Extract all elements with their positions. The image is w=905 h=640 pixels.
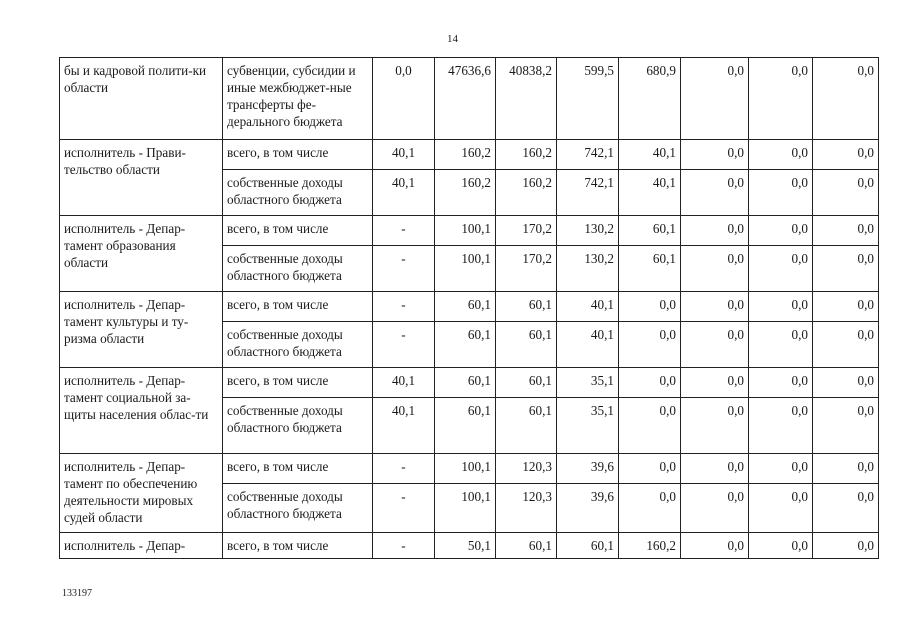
value-cell: 0,0	[749, 454, 813, 484]
value-cell: 40,1	[373, 140, 435, 170]
value-cell: 0,0	[813, 140, 879, 170]
value-cell: 0,0	[813, 454, 879, 484]
value-cell: 0,0	[749, 140, 813, 170]
value-cell: 0,0	[681, 484, 749, 533]
value-cell: 742,1	[557, 170, 619, 216]
value-cell: 0,0	[749, 58, 813, 140]
value-cell: 0,0	[681, 322, 749, 368]
value-cell: 599,5	[557, 58, 619, 140]
value-cell: 35,1	[557, 368, 619, 398]
funding-source-cell: собственные доходы областного бюджета	[223, 322, 373, 368]
value-cell: 170,2	[496, 246, 557, 292]
value-cell: 0,0	[749, 292, 813, 322]
value-cell: 0,0	[749, 533, 813, 559]
value-cell: 40,1	[373, 170, 435, 216]
value-cell: 0,0	[619, 368, 681, 398]
value-cell: 160,2	[619, 533, 681, 559]
value-cell: -	[373, 246, 435, 292]
value-cell: 0,0	[749, 216, 813, 246]
value-cell: 0,0	[749, 322, 813, 368]
value-cell: 120,3	[496, 454, 557, 484]
value-cell: 0,0	[373, 58, 435, 140]
value-cell: 0,0	[681, 58, 749, 140]
value-cell: 39,6	[557, 454, 619, 484]
value-cell: 0,0	[619, 484, 681, 533]
value-cell: 0,0	[813, 398, 879, 454]
value-cell: 0,0	[681, 292, 749, 322]
value-cell: 170,2	[496, 216, 557, 246]
value-cell: 0,0	[813, 216, 879, 246]
value-cell: 40,1	[619, 140, 681, 170]
value-cell: 100,1	[435, 216, 496, 246]
value-cell: -	[373, 322, 435, 368]
value-cell: 680,9	[619, 58, 681, 140]
value-cell: 0,0	[681, 454, 749, 484]
value-cell: 40,1	[557, 292, 619, 322]
value-cell: 0,0	[813, 533, 879, 559]
value-cell: 0,0	[749, 246, 813, 292]
funding-source-cell: всего, в том числе	[223, 454, 373, 484]
value-cell: 0,0	[813, 246, 879, 292]
value-cell: 40838,2	[496, 58, 557, 140]
value-cell: 40,1	[557, 322, 619, 368]
value-cell: 0,0	[813, 484, 879, 533]
value-cell: 0,0	[681, 533, 749, 559]
value-cell: 100,1	[435, 484, 496, 533]
value-cell: 0,0	[813, 322, 879, 368]
value-cell: 160,2	[435, 170, 496, 216]
table-row	[60, 292, 879, 322]
budget-table	[59, 57, 879, 559]
executor-cell: исполнитель - Прави-тельство области	[60, 140, 223, 216]
value-cell: 0,0	[813, 368, 879, 398]
value-cell: 60,1	[619, 246, 681, 292]
value-cell: 0,0	[681, 216, 749, 246]
value-cell: 100,1	[435, 246, 496, 292]
executor-cell: исполнитель - Депар-тамент образования области	[60, 216, 223, 292]
value-cell: 60,1	[496, 322, 557, 368]
value-cell: 0,0	[813, 58, 879, 140]
value-cell: 0,0	[619, 398, 681, 454]
value-cell: 0,0	[813, 292, 879, 322]
executor-cell: исполнитель - Депар-тамент по обеспечению деятельности мировых судей области	[60, 454, 223, 533]
table-row	[60, 216, 879, 246]
value-cell: 60,1	[557, 533, 619, 559]
document-code: 133197	[62, 588, 92, 599]
value-cell: 0,0	[619, 292, 681, 322]
value-cell: 60,1	[619, 216, 681, 246]
value-cell: 130,2	[557, 246, 619, 292]
executor-cell: исполнитель - Депар-тамент социальной за-щиты населения облас-ти	[60, 368, 223, 454]
value-cell: 60,1	[435, 292, 496, 322]
value-cell: 60,1	[496, 398, 557, 454]
table-row	[60, 454, 879, 484]
value-cell: 100,1	[435, 454, 496, 484]
value-cell: -	[373, 216, 435, 246]
executor-cell: исполнитель - Депар-тамент культуры и ту-ризма области	[60, 292, 223, 368]
funding-source-cell: собственные доходы областного бюджета	[223, 170, 373, 216]
value-cell: 60,1	[496, 292, 557, 322]
value-cell: 39,6	[557, 484, 619, 533]
table-row	[60, 533, 879, 559]
value-cell: 130,2	[557, 216, 619, 246]
funding-source-cell: собственные доходы областного бюджета	[223, 484, 373, 533]
value-cell: 0,0	[619, 322, 681, 368]
funding-source-cell: собственные доходы областного бюджета	[223, 398, 373, 454]
value-cell: 0,0	[681, 170, 749, 216]
funding-source-cell: субвенции, субсидии и иные межбюджет-ные трансферты фе-дерального бюджета	[223, 58, 373, 140]
value-cell: 0,0	[749, 368, 813, 398]
value-cell: 40,1	[619, 170, 681, 216]
funding-source-cell: собственные доходы областного бюджета	[223, 246, 373, 292]
value-cell: 0,0	[813, 170, 879, 216]
value-cell: 0,0	[681, 398, 749, 454]
funding-source-cell: всего, в том числе	[223, 216, 373, 246]
value-cell: 0,0	[681, 368, 749, 398]
value-cell: 0,0	[749, 398, 813, 454]
funding-source-cell: всего, в том числе	[223, 533, 373, 559]
value-cell: 0,0	[619, 454, 681, 484]
value-cell: 0,0	[681, 140, 749, 170]
value-cell: 35,1	[557, 398, 619, 454]
value-cell: 160,2	[435, 140, 496, 170]
table-row	[60, 368, 879, 398]
value-cell: 742,1	[557, 140, 619, 170]
executor-cell: бы и кадровой полити-ки области	[60, 58, 223, 140]
funding-source-cell: всего, в том числе	[223, 140, 373, 170]
value-cell: 40,1	[373, 398, 435, 454]
value-cell: 0,0	[681, 246, 749, 292]
value-cell: -	[373, 454, 435, 484]
value-cell: 50,1	[435, 533, 496, 559]
value-cell: 0,0	[749, 170, 813, 216]
value-cell: 60,1	[435, 368, 496, 398]
value-cell: -	[373, 484, 435, 533]
funding-source-cell: всего, в том числе	[223, 292, 373, 322]
value-cell: 60,1	[435, 398, 496, 454]
value-cell: 160,2	[496, 140, 557, 170]
executor-cell: исполнитель - Депар-	[60, 533, 223, 559]
value-cell: 47636,6	[435, 58, 496, 140]
value-cell: 60,1	[435, 322, 496, 368]
value-cell: 120,3	[496, 484, 557, 533]
funding-source-cell: всего, в том числе	[223, 368, 373, 398]
table-row	[60, 140, 879, 170]
page-number: 14	[447, 33, 458, 45]
value-cell: 40,1	[373, 368, 435, 398]
value-cell: 160,2	[496, 170, 557, 216]
value-cell: 60,1	[496, 368, 557, 398]
value-cell: 0,0	[749, 484, 813, 533]
value-cell: -	[373, 533, 435, 559]
value-cell: 60,1	[496, 533, 557, 559]
table-row	[60, 58, 879, 140]
value-cell: -	[373, 292, 435, 322]
